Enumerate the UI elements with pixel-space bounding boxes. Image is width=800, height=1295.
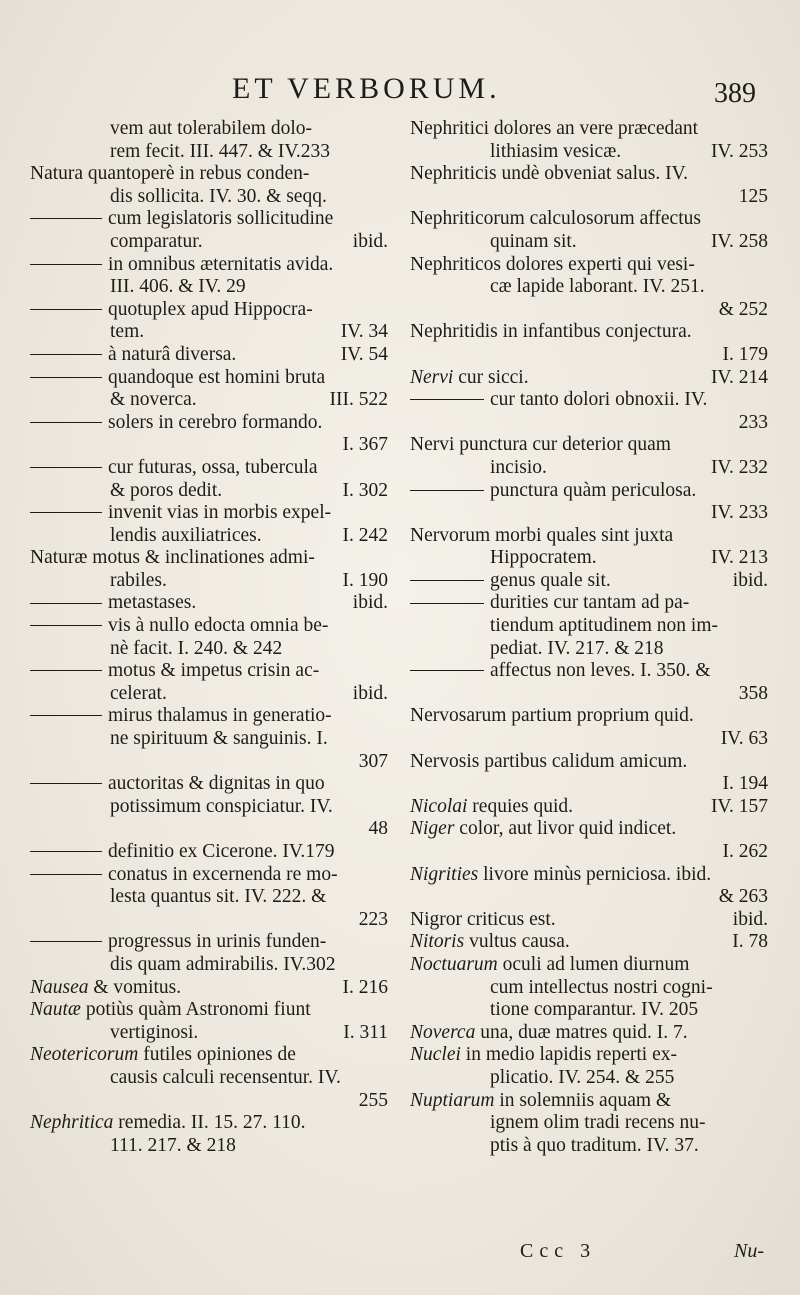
index-line (30, 977, 388, 1000)
repeat-dash (30, 874, 102, 875)
index-line (30, 886, 388, 909)
index-line (410, 344, 768, 367)
index-line (30, 1112, 388, 1135)
index-line (410, 547, 768, 570)
index-line (30, 615, 388, 638)
repeat-dash (30, 354, 102, 355)
index-line (30, 344, 388, 367)
index-entry-text: progressus in urinis funden- (108, 931, 327, 953)
index-entry-text: motus & impetus crisin ac- (108, 660, 320, 682)
index-entry-text: lithiasim vesicæ. (490, 140, 622, 162)
index-entry-text: vertiginosi. (110, 1021, 199, 1043)
index-reference: IV. 34 (340, 321, 388, 343)
index-reference: I. 190 (342, 569, 388, 591)
index-line (30, 118, 388, 141)
index-line (30, 186, 388, 209)
index-entry-text: invenit vias in morbis expel- (108, 502, 332, 524)
page-number: 389 (714, 78, 756, 109)
index-entry-text: Noverca una, duæ matres quid. I. 7. (410, 1021, 688, 1043)
index-entry-text: cum intellectus nostri cogni- (490, 976, 713, 998)
repeat-dash (30, 309, 102, 310)
index-reference: IV. 232 (710, 456, 768, 478)
index-line (30, 683, 388, 706)
index-entry-text: Nuptiarum in solemniis aquam & (410, 1089, 672, 1111)
index-entry-text: quandoque est homini bruta (108, 366, 326, 388)
index-entry-text: Noctuarum oculi ad lumen diurnum (410, 953, 690, 975)
index-column-right (410, 118, 768, 1157)
index-line (30, 864, 388, 887)
index-line (30, 457, 388, 480)
index-entry-text: metastases. (108, 592, 197, 614)
index-line (30, 638, 388, 661)
index-line (410, 841, 768, 864)
index-entry-text: ignem olim tradi recens nu- (490, 1112, 706, 1134)
index-entry-text: plicatio. IV. 254. & 255 (490, 1066, 675, 1088)
index-entry-text: tem. (110, 321, 145, 343)
index-line (30, 367, 388, 390)
index-entry-text: Nervosarum partium proprium quid. (410, 705, 694, 727)
index-line (30, 660, 388, 683)
index-line (30, 1022, 388, 1045)
index-line (410, 615, 768, 638)
index-entry-text: & poros dedit. (110, 479, 223, 501)
index-line (410, 276, 768, 299)
running-head (0, 72, 800, 112)
index-line (410, 389, 768, 412)
index-entry-text: nè facit. I. 240. & 242 (110, 637, 283, 659)
index-reference: ibid. (352, 592, 388, 614)
index-reference: 255 (358, 1089, 388, 1111)
index-line (30, 141, 388, 164)
index-entry-text: incisio. (490, 456, 547, 478)
index-line (410, 367, 768, 390)
index-entry-text: lendis auxiliatrices. (110, 524, 262, 546)
index-line (30, 773, 388, 796)
index-entry-text: Nuclei in medio lapidis reperti ex- (410, 1044, 677, 1066)
index-line (410, 1090, 768, 1113)
index-reference: 307 (358, 750, 388, 772)
repeat-dash (30, 670, 102, 671)
index-entry-text: tiendum aptitudinem non im- (490, 615, 719, 637)
repeat-dash (30, 512, 102, 513)
index-entry-text: ne spirituum & sanguinis. I. (110, 728, 328, 750)
index-reference: IV. 258 (710, 230, 768, 252)
index-line (30, 163, 388, 186)
index-entry-text: Nervosis partibus calidum amicum. (410, 750, 688, 772)
index-line (410, 728, 768, 751)
repeat-dash (30, 603, 102, 604)
index-entry-text: comparatur. (110, 230, 203, 252)
index-entry-text: cur futuras, ossa, tubercula (108, 456, 318, 478)
index-reference: ibid. (352, 230, 388, 252)
index-reference: I. 367 (342, 434, 388, 456)
index-reference: IV. 214 (710, 366, 768, 388)
index-line (30, 412, 388, 435)
repeat-dash (410, 580, 484, 581)
index-entry-text: Nigror criticus est. (410, 908, 556, 930)
index-reference: I. 179 (722, 343, 768, 365)
index-entry-text: solers in cerebro formando. (108, 411, 323, 433)
index-line (30, 1067, 388, 1090)
index-reference: 48 (368, 818, 388, 840)
index-entry-text: III. 406. & IV. 29 (110, 276, 246, 298)
index-entry-text: definitio ex Cicerone. IV.179 (108, 841, 335, 862)
index-line (410, 208, 768, 231)
index-reference: ibid. (732, 908, 768, 930)
repeat-dash (30, 264, 102, 265)
index-entry-text: Neotericorum futiles opiniones de (30, 1044, 296, 1066)
index-line (410, 864, 768, 887)
index-line (30, 389, 388, 412)
index-entry-text: dis sollicita. IV. 30. & seqq. (110, 185, 327, 207)
index-line (410, 118, 768, 141)
index-entry-text: Nicolai requies quid. (410, 795, 574, 817)
signature-mark: Ccc 3 (520, 1240, 597, 1262)
repeat-dash (30, 625, 102, 626)
index-reference: IV. 54 (340, 343, 388, 365)
index-line (30, 751, 388, 774)
index-line (410, 1135, 768, 1158)
index-entry-text: celerat. (110, 682, 167, 704)
index-line (410, 299, 768, 322)
index-reference: IV. 213 (710, 547, 768, 569)
index-entry-text: quinam sit. (490, 230, 577, 252)
index-entry-text: Nautæ potiùs quàm Astronomi fiunt (30, 999, 311, 1021)
index-line (30, 1044, 388, 1067)
index-line (410, 592, 768, 615)
index-line (30, 954, 388, 977)
index-line (30, 231, 388, 254)
index-line (30, 728, 388, 751)
index-line (410, 480, 768, 503)
index-line (410, 1022, 768, 1045)
index-line (30, 909, 388, 932)
index-entry-text: tione comparantur. IV. 205 (490, 999, 699, 1021)
index-line (410, 931, 768, 954)
index-line (30, 254, 388, 277)
index-reference: I. 78 (732, 931, 768, 953)
index-entry-text: Nephriticis undè obveniat salus. IV. (410, 163, 689, 185)
index-entry-text: punctura quàm periculosa. (490, 479, 697, 501)
index-line (410, 163, 768, 186)
index-line (410, 705, 768, 728)
index-column-left (30, 118, 388, 1157)
index-line (30, 321, 388, 344)
index-reference: I. 262 (722, 841, 768, 862)
index-line (30, 592, 388, 615)
index-line (410, 683, 768, 706)
index-line (30, 525, 388, 548)
index-reference: I. 216 (342, 976, 388, 998)
index-line (30, 434, 388, 457)
index-reference: & 263 (718, 886, 768, 908)
index-line (30, 841, 388, 864)
index-entry-text: affectus non leves. I. 350. & (490, 660, 711, 682)
index-line (30, 502, 388, 525)
index-reference: 125 (738, 185, 768, 207)
index-line (410, 818, 768, 841)
index-entry-text: quotuplex apud Hippocra- (108, 298, 313, 320)
index-entry-text: conatus in excernenda re mo- (108, 863, 338, 885)
index-entry-text: Nephriticorum calculosorum affectus (410, 208, 701, 230)
index-line (410, 954, 768, 977)
index-line (30, 480, 388, 503)
index-reference: 223 (358, 908, 388, 930)
repeat-dash (30, 715, 102, 716)
index-entry-text: Nephritica remedia. II. 15. 27. 110. (30, 1112, 306, 1134)
index-entry-text: Nephritici dolores an vere præcedant (410, 118, 699, 139)
index-entry-text: Nephriticos dolores experti qui vesi- (410, 253, 695, 275)
index-entry-text: Niger color, aut livor quid indicet. (410, 818, 677, 840)
index-reference: IV. 233 (710, 502, 768, 524)
repeat-dash (410, 490, 484, 491)
repeat-dash (30, 783, 102, 784)
index-line (410, 999, 768, 1022)
index-entry-text: Nervi cur sicci. (410, 366, 529, 388)
index-entry-text: Nervi punctura cur deterior quam (410, 434, 671, 456)
index-entry-text: Naturæ motus & inclinationes admi- (30, 547, 315, 569)
index-entry-text: cur tanto dolori obnoxii. IV. (490, 389, 708, 411)
index-line (30, 931, 388, 954)
index-line (410, 751, 768, 774)
index-reference: III. 522 (329, 389, 388, 411)
index-line (410, 570, 768, 593)
index-entry-text: Nervorum morbi quales sint juxta (410, 524, 674, 546)
repeat-dash (30, 377, 102, 378)
index-entry-text: rabiles. (110, 569, 167, 591)
repeat-dash (30, 941, 102, 942)
repeat-dash (30, 851, 102, 852)
index-line (410, 977, 768, 1000)
index-line (30, 570, 388, 593)
repeat-dash (30, 467, 102, 468)
index-line (410, 434, 768, 457)
index-reference: ibid. (732, 569, 768, 591)
running-title: ET VERBORUM. (232, 72, 501, 105)
index-line (410, 773, 768, 796)
index-line (410, 502, 768, 525)
index-line (30, 1090, 388, 1113)
index-line (30, 705, 388, 728)
index-line (410, 1112, 768, 1135)
index-line (30, 547, 388, 570)
index-line (30, 299, 388, 322)
index-entry-text: rem fecit. III. 447. & IV.233 (110, 140, 331, 162)
index-line (410, 796, 768, 819)
index-reference: & 252 (718, 298, 768, 320)
index-line (30, 999, 388, 1022)
index-line (410, 1067, 768, 1090)
index-line (410, 1044, 768, 1067)
index-line (410, 457, 768, 480)
index-entry-text: causis calculi recensentur. IV. (110, 1066, 341, 1088)
repeat-dash (410, 670, 484, 671)
index-line (410, 231, 768, 254)
index-line (410, 254, 768, 277)
index-reference: ibid. (352, 682, 388, 704)
index-line (410, 525, 768, 548)
index-reference: 233 (738, 411, 768, 433)
index-entry-text: vis à nullo edocta omnia be- (108, 615, 329, 637)
index-entry-text: Hippocratem. (490, 547, 597, 569)
index-entry-text: Nigrities livore minùs perniciosa. ibid. (410, 863, 712, 885)
index-line (410, 141, 768, 164)
repeat-dash (410, 399, 484, 400)
repeat-dash (410, 603, 484, 604)
repeat-dash (30, 422, 102, 423)
catchword: Nu- (734, 1240, 764, 1262)
index-entry-text: lesta quantus sit. IV. 222. & (110, 886, 327, 908)
index-reference: I. 311 (343, 1021, 388, 1043)
index-entry-text: cum legislatoris sollicitudine (108, 208, 334, 230)
index-entry-text: Nausea & vomitus. (30, 976, 182, 998)
index-line (410, 909, 768, 932)
index-line (410, 186, 768, 209)
index-entry-text: Natura quantoperè in rebus conden- (30, 163, 310, 185)
index-reference: 358 (738, 682, 768, 704)
index-line (30, 796, 388, 819)
index-line (410, 660, 768, 683)
index-entry-text: durities cur tantam ad pa- (490, 592, 690, 614)
index-entry-text: pediat. IV. 217. & 218 (490, 637, 664, 659)
index-entry-text: Nephritidis in infantibus conjectura. (410, 321, 692, 343)
index-line (410, 412, 768, 435)
index-line (30, 276, 388, 299)
index-entry-text: in omnibus æternitatis avida. (108, 253, 334, 275)
index-line (410, 638, 768, 661)
index-reference: IV. 157 (710, 795, 768, 817)
index-entry-text: Nitoris vultus causa. (410, 931, 570, 953)
index-entry-text: cæ lapide laborant. IV. 251. (490, 276, 705, 298)
index-line (30, 208, 388, 231)
index-entry-text: genus quale sit. (490, 569, 611, 591)
index-entry-text: auctoritas & dignitas in quo (108, 773, 325, 795)
index-reference: IV. 63 (720, 728, 768, 750)
index-entry-text: 111. 217. & 218 (110, 1134, 236, 1156)
index-line (410, 321, 768, 344)
index-reference: I. 242 (342, 524, 388, 546)
index-reference: I. 302 (342, 479, 388, 501)
index-entry-text: & noverca. (110, 389, 197, 411)
repeat-dash (30, 218, 102, 219)
index-entry-text: à naturâ diversa. (108, 343, 237, 365)
index-line (410, 886, 768, 909)
index-entry-text: dis quam admirabilis. IV.302 (110, 953, 336, 975)
index-entry-text: potissimum conspiciatur. IV. (110, 795, 333, 817)
index-entry-text: vem aut tolerabilem dolo- (110, 118, 312, 139)
index-line (30, 1135, 388, 1158)
index-reference: IV. 253 (710, 140, 768, 162)
index-entry-text: mirus thalamus in generatio- (108, 705, 332, 727)
index-entry-text: ptis à quo traditum. IV. 37. (490, 1134, 699, 1156)
index-line (30, 818, 388, 841)
index-reference: I. 194 (722, 773, 768, 795)
